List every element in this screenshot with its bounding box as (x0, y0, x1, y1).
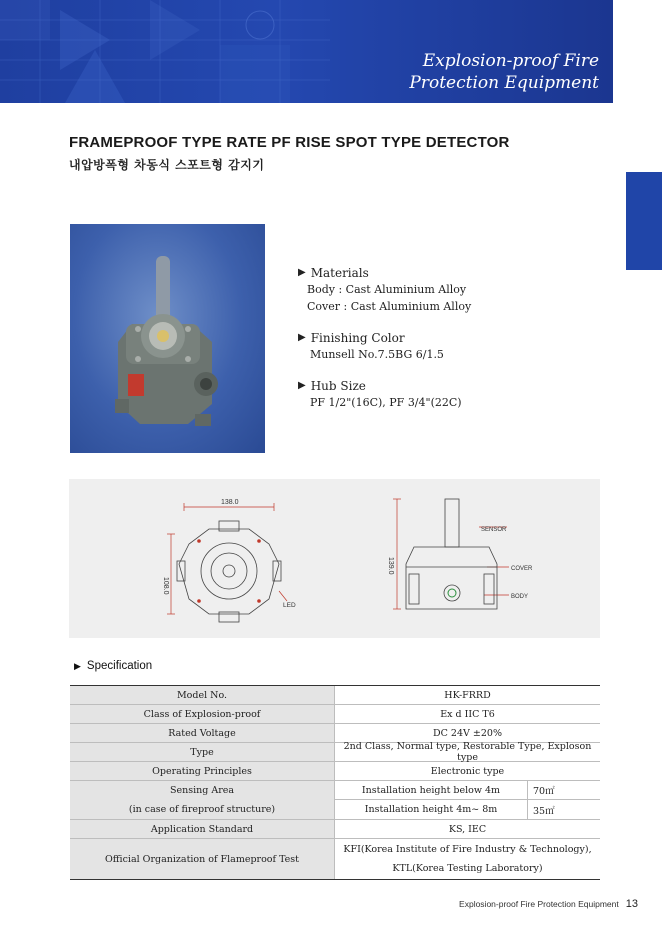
organization-values (335, 839, 600, 879)
sensing-area-label-line1: Sensing Area (169, 785, 235, 796)
bullet-triangle-icon: ▶ (298, 267, 306, 278)
feature-line: Cover : Cast Aluminium Alloy (307, 300, 472, 313)
feature-finishing-color (298, 329, 471, 363)
specification-heading (74, 660, 152, 672)
sensor-label: SENSOR (481, 527, 507, 533)
feature-heading: Finishing Color (310, 330, 405, 345)
row-value: KS, IEC (448, 823, 487, 835)
row-label: Official Organization of Flameproof Test (70, 839, 335, 879)
specification-heading-text: Specification (86, 660, 153, 672)
table-row (70, 686, 600, 705)
table-row (70, 743, 600, 762)
table-row (70, 705, 600, 724)
row-label: Application Standard (70, 820, 335, 838)
sensing-area-value: 35㎡ (533, 805, 555, 817)
table-row-sensing-area (70, 781, 600, 820)
banner-decoration (0, 0, 330, 103)
installation-height: Installation height below 4m (335, 781, 528, 799)
dimension-drawing (69, 479, 600, 638)
bullet-triangle-icon: ▶ (74, 660, 81, 671)
product-title-korean: 내압방폭형 차동식 스포트형 감지기 (69, 158, 265, 172)
feature-heading: Materials (310, 265, 369, 280)
feature-materials (298, 264, 471, 315)
page-footer (459, 898, 638, 910)
body-label: BODY (511, 594, 529, 600)
section-side-tab (626, 172, 662, 270)
row-label: Rated Voltage (70, 724, 335, 742)
row-label: Class of Explosion-proof (70, 705, 335, 723)
feature-line: PF 1/2"(16C), PF 3/4"(22C) (310, 396, 462, 409)
row-value: Electronic type (430, 765, 505, 777)
sensing-area-label-line2: (in case of fireproof structure) (128, 804, 276, 815)
row-value: Ex d IIC T6 (440, 708, 495, 720)
banner-title (409, 50, 599, 94)
bullet-triangle-icon: ▶ (298, 380, 306, 391)
technical-drawing (69, 479, 600, 638)
led-label: LED (283, 602, 296, 609)
sensing-area-values (335, 781, 600, 819)
specification-table (70, 685, 600, 880)
row-value: 2nd Class, Normal type, Restorable Type, Exploson type (343, 741, 592, 763)
sensing-row (335, 800, 600, 819)
product-photo (70, 224, 265, 453)
feature-heading: Hub Size (310, 378, 366, 393)
page-number: 13 (625, 898, 638, 910)
row-value: DC 24V ±20% (433, 727, 502, 739)
organization-line: KTL(Korea Testing Laboratory) (392, 863, 543, 874)
table-row (70, 820, 600, 839)
row-value: HK-FRRD (444, 689, 491, 701)
row-label: Operating Principles (70, 762, 335, 780)
sensing-row (335, 781, 600, 800)
height-dimension-label: 108.0 (162, 577, 169, 595)
organization-line: KFI(Korea Institute of Fire Industry & Technology), (343, 844, 592, 855)
product-title-english: FRAMEPROOF TYPE RATE PF RISE SPOT TYPE DETECTOR (69, 134, 510, 151)
side-height-dimension-label: 139.0 (387, 557, 394, 575)
sensing-area-value: 70㎡ (533, 786, 555, 797)
feature-line: Body : Cast Aluminium Alloy (307, 283, 467, 296)
feature-hub-size (298, 377, 471, 411)
product-features (298, 264, 471, 425)
detector-illustration (70, 224, 265, 453)
banner-title-line1: Explosion-proof Fire (422, 51, 599, 71)
sensing-area-label (70, 781, 335, 819)
table-row-organization (70, 839, 600, 879)
footer-text: Explosion-proof Fire Protection Equipment (459, 899, 619, 909)
width-dimension-label: 138.0 (221, 499, 239, 506)
row-label: Model No. (70, 686, 335, 704)
feature-line: Munsell No.7.5BG 6/1.5 (310, 348, 444, 361)
row-label: Type (70, 743, 335, 761)
header-banner (0, 0, 613, 103)
cover-label: COVER (511, 566, 533, 572)
banner-title-line2: Protection Equipment (409, 73, 599, 93)
bullet-triangle-icon: ▶ (298, 332, 306, 343)
installation-height: Installation height 4m~ 8m (335, 800, 528, 819)
table-row (70, 762, 600, 781)
